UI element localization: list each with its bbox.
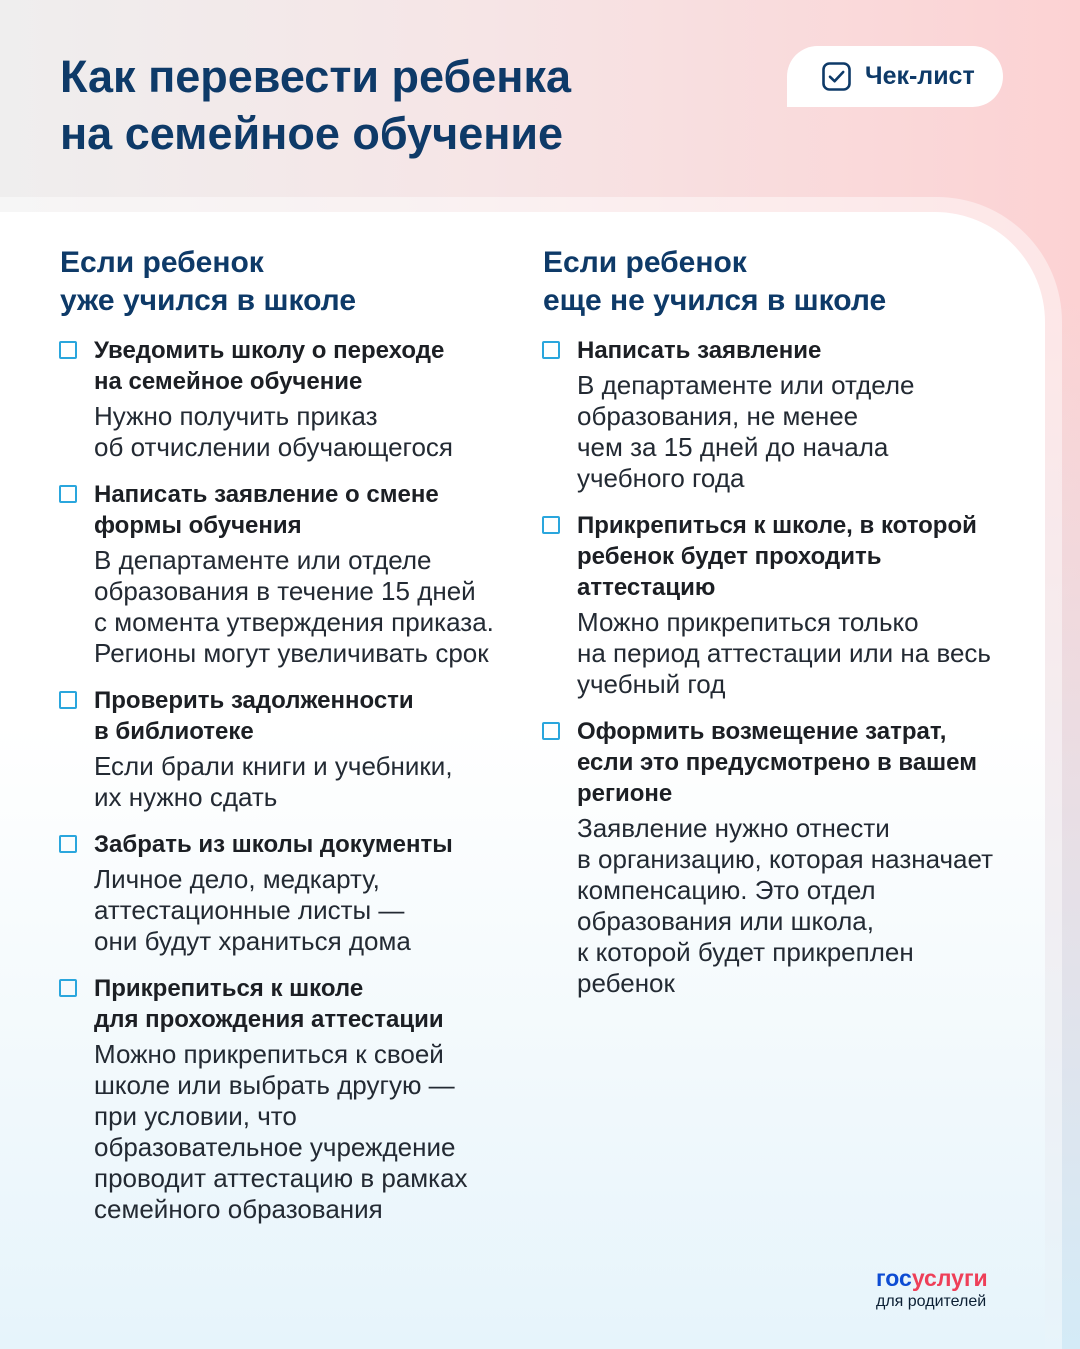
logo-subtitle: для родителей (876, 1293, 987, 1310)
checkbox-icon (59, 341, 77, 359)
item-description: В департаменте или отделе образования в течение 15 дней с момента утверждения приказа. Регионы могут увеличивать срок (94, 544, 494, 668)
item-description: Нужно получить приказ об отчислении обучающегося (94, 400, 453, 462)
column-heading: Если ребенок уже учился в школе (60, 246, 357, 317)
item-title: Прикрепиться к школе для прохождения аттестации (94, 974, 444, 1033)
logo-wordmark (876, 1264, 988, 1292)
item-description: Личное дело, медкарту, аттестационные листы — они будут храниться дома (94, 863, 411, 956)
checkbox-icon (542, 341, 560, 359)
item-title: Забрать из школы документы (94, 830, 453, 858)
item-title: Написать заявление о смене формы обучения (94, 480, 439, 539)
checklist-item (542, 716, 1032, 999)
checklist-badge (787, 46, 1003, 107)
checkbox-icon (59, 485, 77, 503)
column-already-studied (59, 244, 529, 1241)
badge-label: Чек-лист (865, 62, 975, 90)
checklist (542, 335, 1032, 999)
item-description: В департаменте или отделе образования, не менее чем за 15 дней до начала учебного года (577, 369, 915, 493)
checklist-item (59, 335, 529, 463)
item-title: Написать заявление (577, 336, 822, 364)
checkbox-checked-icon (822, 62, 851, 91)
checklist (59, 335, 529, 1225)
checkbox-icon (59, 835, 77, 853)
item-description: Если брали книги и учебники, их нужно сдать (94, 750, 453, 812)
item-description: Можно прикрепиться только на период аттестации или на весь учебный год (577, 606, 991, 699)
column-heading: Если ребенок еще не учился в школе (543, 246, 887, 317)
checklist-item (542, 335, 1032, 494)
checkbox-icon (542, 722, 560, 740)
column-not-yet-studied (542, 244, 1032, 1015)
logo-part-gos: гос (876, 1265, 912, 1291)
checklist-item (59, 829, 529, 957)
checklist-item (59, 685, 529, 813)
item-title: Оформить возмещение затрат, если это предусмотрено в вашем регионе (577, 717, 977, 807)
gosuslugi-logo (876, 1264, 988, 1312)
checkbox-icon (59, 979, 77, 997)
checkbox-icon (59, 691, 77, 709)
item-description: Можно прикрепиться к своей школе или выбрать другую — при условии, что образовательное учреждение проводит аттестацию в рамках семейного образования (94, 1038, 468, 1224)
checklist-item (542, 510, 1032, 700)
item-description: Заявление нужно отнести в организацию, которая назначает компенсацию. Это отдел образования или школа, к которой будет прикреплен ребенок (577, 812, 994, 998)
item-title: Прикрепиться к школе, в которой ребенок будет проходить аттестацию (577, 511, 977, 601)
page-title: Как перевести ребенка на семейное обучение (60, 51, 571, 159)
item-title: Уведомить школу о переходе на семейное обучение (94, 336, 445, 395)
checklist-item (59, 479, 529, 669)
checklist-item (59, 973, 529, 1225)
item-title: Проверить задолженности в библиотеке (94, 686, 414, 745)
checkbox-icon (542, 516, 560, 534)
logo-part-uslugi: услуги (911, 1265, 988, 1291)
